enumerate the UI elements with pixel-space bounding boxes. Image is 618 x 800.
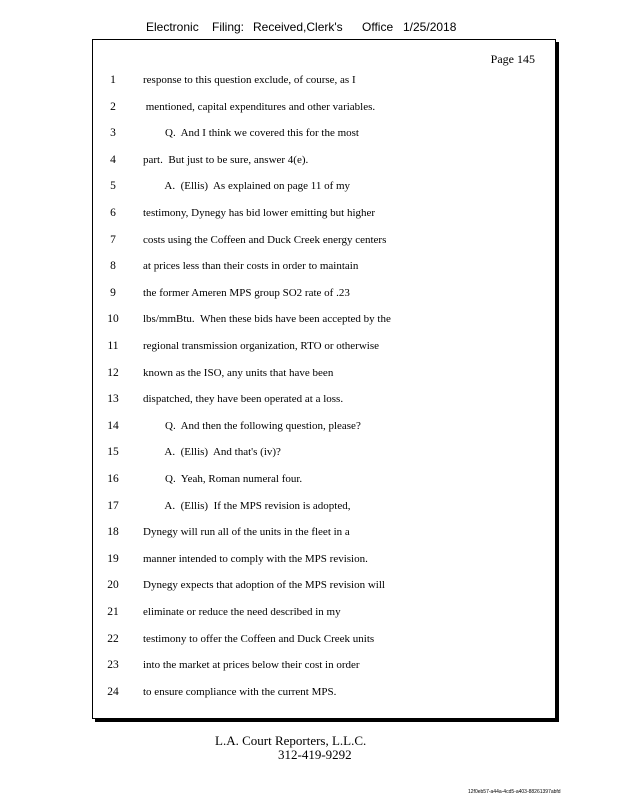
line-text: testimony, Dynegy has bid lower emitting but higher	[143, 207, 376, 219]
line-text: lbs/mmBtu. When these bids have been accepted by the	[143, 313, 391, 326]
transcript-line	[93, 472, 557, 492]
line-text: Dynegy expects that adoption of the MPS revision will	[143, 579, 385, 592]
line-text: Q. And I think we covered this for the most	[143, 127, 359, 140]
line-text: response to this question exclude, of course, as I	[143, 74, 356, 86]
transcript-line	[93, 233, 557, 253]
line-number: 20	[107, 579, 119, 592]
transcript-line	[93, 392, 557, 412]
line-text: regional transmission organization, RTO or otherwise	[143, 340, 380, 352]
transcript-line	[93, 366, 557, 386]
footer-phone: 312-419-9292	[278, 747, 352, 762]
transcript-line	[93, 658, 557, 678]
line-number: 11	[107, 340, 119, 352]
transcript-line	[93, 100, 557, 120]
transcript-page	[92, 39, 556, 719]
line-text: Dynegy will run all of the units in the fleet in a	[143, 526, 350, 539]
header-electronic: Electronic	[146, 20, 199, 34]
transcript-line	[93, 685, 557, 705]
line-number: 24	[107, 685, 119, 698]
line-number: 8	[110, 260, 116, 273]
line-number: 2	[110, 100, 116, 113]
line-number: 12	[107, 366, 119, 379]
line-text: part. But just to be sure, answer 4(e).	[143, 153, 309, 166]
transcript-line	[93, 605, 557, 625]
transcript-line	[93, 578, 557, 598]
line-number: 3	[110, 127, 116, 140]
header-filing: Filing:	[212, 20, 245, 34]
line-number: 10	[107, 313, 119, 326]
line-number: 9	[110, 286, 116, 299]
line-number: 17	[107, 499, 119, 512]
line-text: at prices less than their costs in order to maintain	[143, 260, 359, 273]
line-text: Q. Yeah, Roman numeral four.	[143, 473, 303, 485]
transcript-line	[93, 339, 557, 359]
header-office: Office	[362, 20, 394, 34]
transcript-line	[93, 286, 557, 306]
transcript-line	[93, 153, 557, 173]
transcript-line	[93, 419, 557, 439]
line-number: 21	[107, 606, 119, 618]
line-number: 23	[107, 659, 119, 672]
transcript-line	[93, 552, 557, 572]
line-text: the former Ameren MPS group SO2 rate of .23	[143, 286, 350, 299]
line-text: costs using the Coffeen and Duck Creek energy centers	[143, 233, 387, 246]
transcript-line	[93, 445, 557, 465]
line-number: 15	[107, 446, 119, 459]
line-number: 18	[107, 526, 119, 539]
transcript-line	[93, 126, 557, 146]
line-text: into the market at prices below their cost in order	[143, 659, 360, 672]
line-text: manner intended to comply with the MPS revision.	[143, 552, 368, 565]
line-text: A. (Ellis) As explained on page 11 of my	[143, 180, 351, 193]
line-text: dispatched, they have been operated at a loss.	[143, 393, 344, 406]
transcript-line	[93, 259, 557, 279]
line-number: 22	[107, 632, 119, 645]
document-id: 12f0eb57-a44a-4cd5-a403-88261397abfd	[468, 789, 561, 795]
transcript-line	[93, 73, 557, 93]
transcript-line	[93, 179, 557, 199]
page-number: Page 145	[490, 52, 535, 66]
line-number: 19	[107, 552, 119, 565]
line-text: known as the ISO, any units that have been	[143, 366, 334, 379]
line-text: mentioned, capital expenditures and other variables.	[143, 100, 376, 113]
header-received: Received,Clerk's	[253, 20, 343, 34]
line-text: eliminate or reduce the need described in my	[143, 606, 341, 618]
transcript-line	[93, 499, 557, 519]
line-number: 6	[110, 207, 116, 219]
line-text: testimony to offer the Coffeen and Duck Creek units	[143, 632, 375, 645]
line-number: 7	[110, 233, 116, 246]
line-text: A. (Ellis) And that's (iv)?	[143, 446, 281, 459]
line-number: 13	[107, 393, 119, 406]
transcript-line	[93, 312, 557, 332]
line-number: 4	[110, 153, 116, 166]
line-text: Q. And then the following question, please?	[143, 419, 361, 432]
line-number: 5	[110, 180, 116, 193]
filing-header	[0, 20, 618, 38]
transcript-line	[93, 525, 557, 545]
header-date: 1/25/2018	[403, 20, 457, 34]
line-number: 14	[107, 419, 119, 432]
transcript-line	[93, 206, 557, 226]
line-number: 16	[107, 473, 119, 485]
line-number: 1	[110, 74, 116, 86]
line-text: A. (Ellis) If the MPS revision is adopted,	[143, 499, 351, 512]
footer-company: L.A. Court Reporters, L.L.C.	[215, 733, 367, 748]
transcript-line	[93, 632, 557, 652]
line-text: to ensure compliance with the current MPS.	[143, 685, 337, 698]
